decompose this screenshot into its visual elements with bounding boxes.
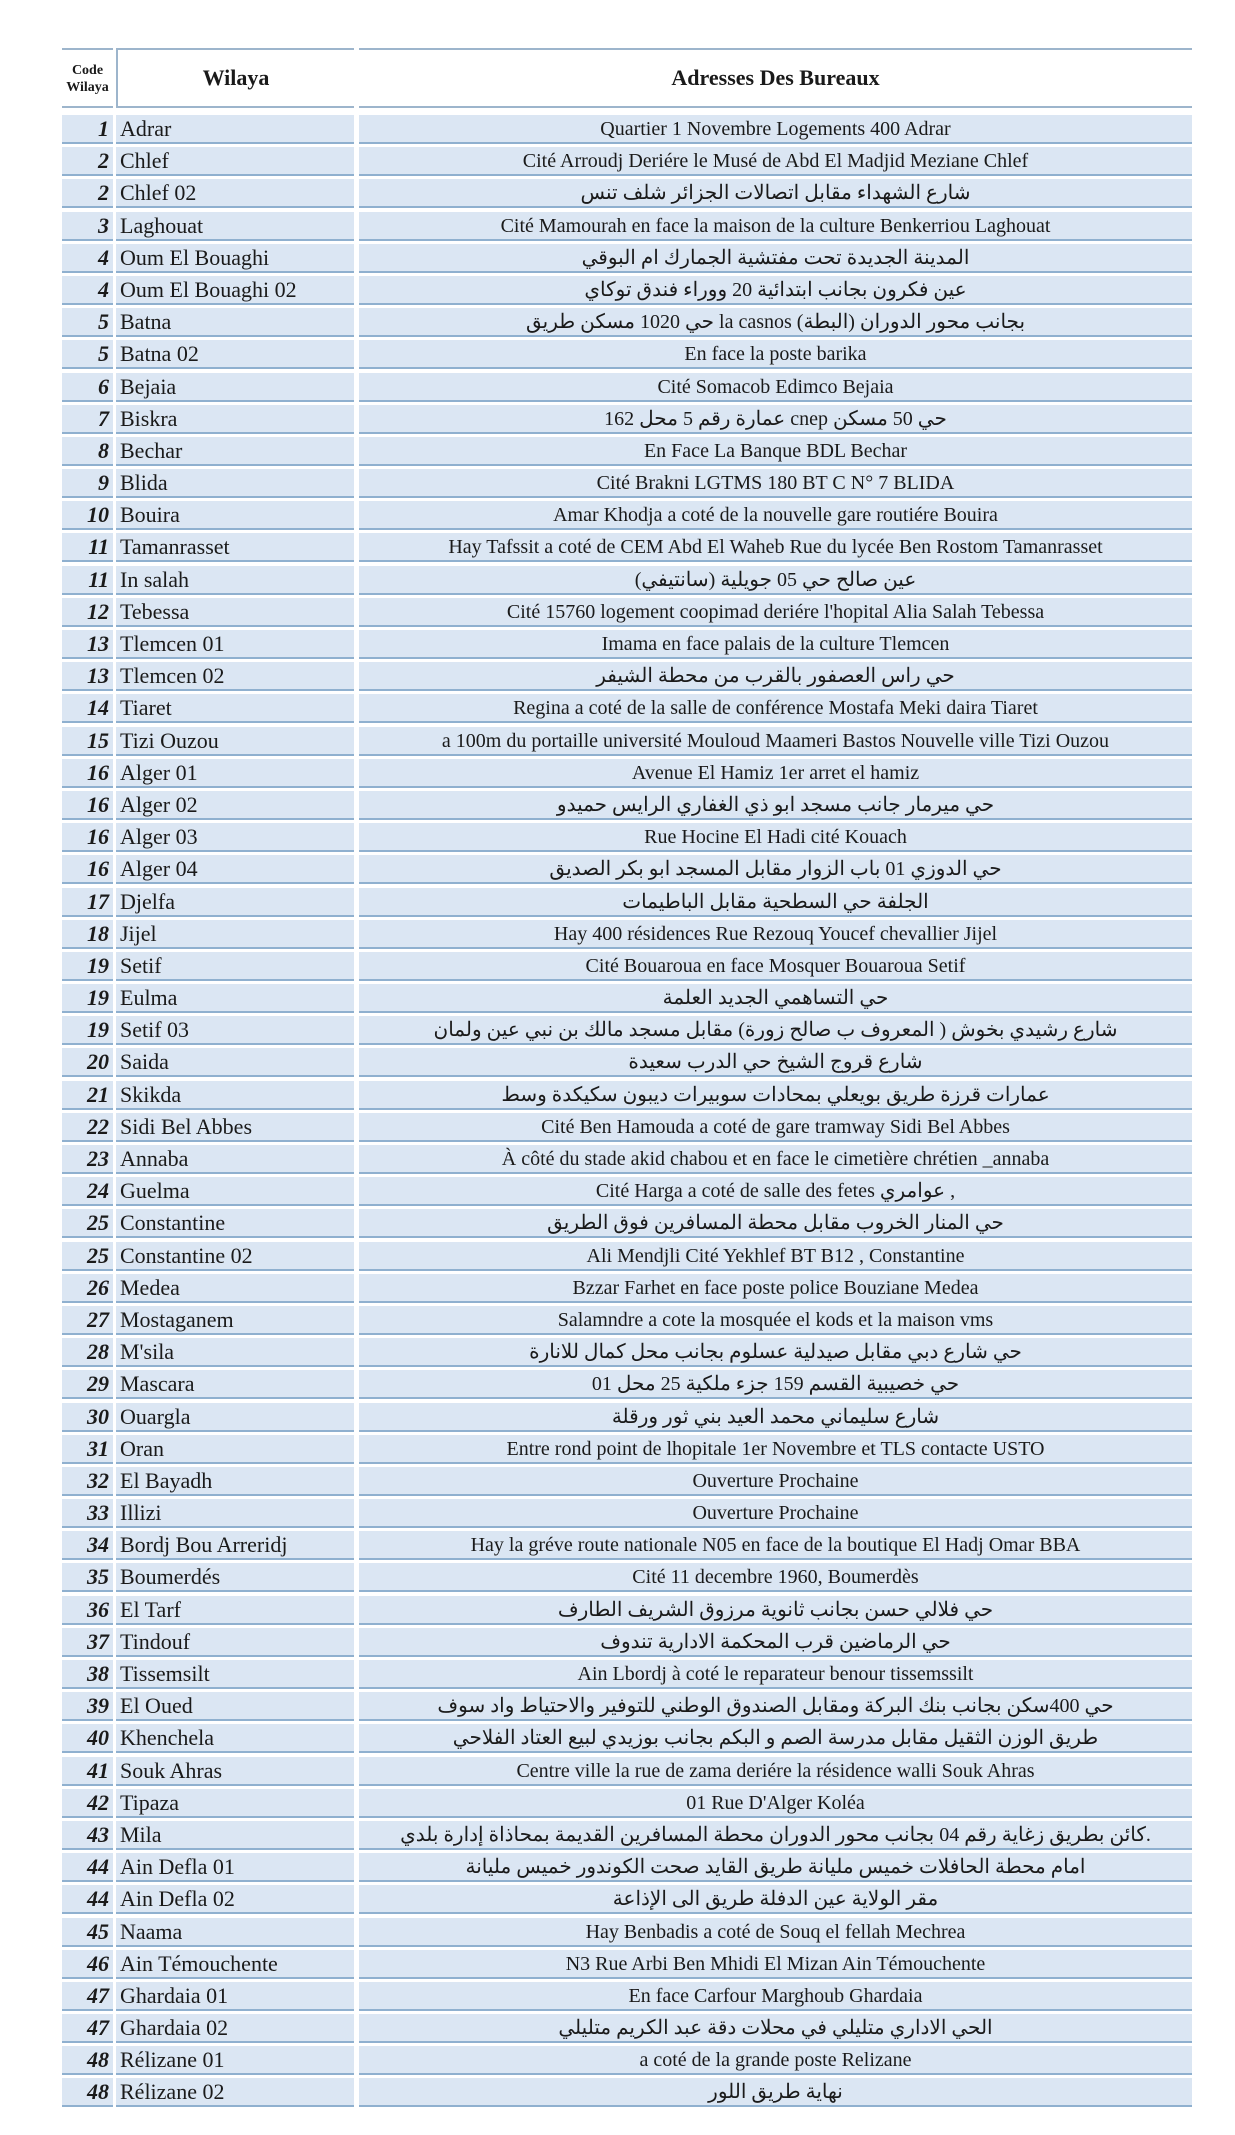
row-wilaya: Oran (116, 1435, 354, 1464)
table-row (62, 1466, 1192, 1498)
row-address: المدينة الجديدة تحت مفتشية الجمارك ام البوقي (359, 244, 1192, 273)
row-wilaya: Djelfa (116, 888, 354, 917)
row-address: الجلفة حي السطحية مقابل الباطيمات (359, 888, 1192, 917)
row-code: 47 (62, 2014, 113, 2043)
table-row (62, 2045, 1192, 2077)
row-address: كائن بطريق زغاية رقم 04 بجانب محور الدوران محطة المسافرين القديمة بمحاذاة إدارة بلدي. (359, 1821, 1192, 1850)
row-code: 7 (62, 405, 113, 434)
row-wilaya: Alger 02 (116, 791, 354, 820)
row-wilaya: Tlemcen 01 (116, 630, 354, 659)
row-code: 18 (62, 920, 113, 949)
row-address: نهاية طريق اللور (359, 2078, 1192, 2107)
table-row (62, 1241, 1192, 1273)
row-wilaya: Souk Ahras (116, 1757, 354, 1786)
row-wilaya: Alger 04 (116, 855, 354, 884)
row-address: Cité Somacob Edimco Bejaia (359, 373, 1192, 402)
row-code: 2 (62, 179, 113, 208)
row-code: 16 (62, 855, 113, 884)
row-address: عين فكرون بجانب ابتدائية 20 ووراء فندق توكاي (359, 276, 1192, 305)
row-code: 22 (62, 1113, 113, 1142)
table-row (62, 565, 1192, 597)
row-wilaya: Sidi Bel Abbes (116, 1113, 354, 1142)
row-address: Quartier 1 Novembre Logements 400 Adrar (359, 115, 1192, 144)
row-address: Centre ville la rue de zama deriére la résidence walli Souk Ahras (359, 1757, 1192, 1786)
table-row (62, 1015, 1192, 1047)
row-wilaya: Tizi Ouzou (116, 727, 354, 756)
row-address: Cité Brakni LGTMS 180 BT C N° 7 BLIDA (359, 469, 1192, 498)
row-code: 13 (62, 662, 113, 691)
row-code: 19 (62, 1016, 113, 1045)
row-wilaya: Ghardaia 02 (116, 2014, 354, 2043)
row-code: 43 (62, 1821, 113, 1850)
row-code: 13 (62, 630, 113, 659)
table-row (62, 693, 1192, 725)
row-wilaya: Batna 02 (116, 340, 354, 369)
row-address: Hay Tafssit a coté de CEM Abd El Waheb Rue du lycée Ben Rostom Tamanrasset (359, 533, 1192, 562)
row-wilaya: Medea (116, 1274, 354, 1303)
table-row (62, 661, 1192, 693)
row-code: 40 (62, 1724, 113, 1753)
row-address: Cité Mamourah en face la maison de la culture Benkerriou Laghouat (359, 212, 1192, 241)
row-wilaya: Tipaza (116, 1789, 354, 1818)
row-code: 6 (62, 373, 113, 402)
row-address: طريق الوزن الثقيل مقابل مدرسة الصم و البكم بجانب بوزيدي لبيع العتاد الفلاحي (359, 1724, 1192, 1753)
row-wilaya: El Bayadh (116, 1467, 354, 1496)
row-wilaya: Tiaret (116, 694, 354, 723)
row-wilaya: Boumerdés (116, 1563, 354, 1592)
row-code: 30 (62, 1403, 113, 1432)
row-address: حي خصيبية القسم 159 جزء ملكية 25 محل 01 (359, 1370, 1192, 1399)
row-address: حي ميرمار جانب مسجد ابو ذي الغفاري الرايس حميدو (359, 791, 1192, 820)
row-wilaya: Biskra (116, 405, 354, 434)
row-wilaya: Ain Defla 02 (116, 1885, 354, 1914)
row-wilaya: Annaba (116, 1145, 354, 1174)
row-address: شارع سليماني محمد العيد بني ثور ورقلة (359, 1403, 1192, 1432)
row-code: 15 (62, 727, 113, 756)
table-header (62, 44, 1192, 114)
row-code: 12 (62, 598, 113, 627)
row-address: En Face La Banque BDL Bechar (359, 437, 1192, 466)
row-address: حي 400سكن بجانب بنك البركة ومقابل الصندوق الوطني للتوفير والاحتياط واد سوف (359, 1692, 1192, 1721)
row-code: 5 (62, 308, 113, 337)
row-code: 29 (62, 1370, 113, 1399)
row-wilaya: Bechar (116, 437, 354, 466)
row-code: 3 (62, 212, 113, 241)
row-wilaya: Tebessa (116, 598, 354, 627)
row-address: عمارات قرزة طريق بويعلي بمحادات سوبيرات ديبون سكيكدة وسط (359, 1081, 1192, 1110)
table-row (62, 1820, 1192, 1852)
row-wilaya: Constantine (116, 1209, 354, 1238)
row-wilaya: Skikda (116, 1081, 354, 1110)
table-row (62, 404, 1192, 436)
table-row (62, 532, 1192, 564)
row-address: حي 1020 مسكن طريق la casnos بجانب محور الدوران (البطة) (359, 308, 1192, 337)
table-row (62, 983, 1192, 1015)
table-row (62, 1144, 1192, 1176)
table-row (62, 1208, 1192, 1240)
row-wilaya: Mila (116, 1821, 354, 1850)
row-wilaya: Setif 03 (116, 1016, 354, 1045)
row-wilaya: Eulma (116, 984, 354, 1013)
row-wilaya: Illizi (116, 1499, 354, 1528)
table-row (62, 114, 1192, 146)
row-wilaya: Naama (116, 1918, 354, 1947)
row-code: 26 (62, 1274, 113, 1303)
table-row (62, 1337, 1192, 1369)
row-wilaya: Ouargla (116, 1403, 354, 1432)
table-row (62, 1498, 1192, 1530)
row-wilaya: Alger 01 (116, 759, 354, 788)
row-wilaya: Saida (116, 1048, 354, 1077)
row-wilaya: Jijel (116, 920, 354, 949)
row-address: Ali Mendjli Cité Yekhlef BT B12 , Constantine (359, 1242, 1192, 1271)
row-wilaya: Bejaia (116, 373, 354, 402)
table-row (62, 1981, 1192, 2013)
row-code: 36 (62, 1596, 113, 1625)
row-address: Ouverture Prochaine (359, 1499, 1192, 1528)
row-address: Cité Bouaroua en face Mosquer Bouaroua Setif (359, 952, 1192, 981)
row-address: عين صالح حي 05 جويلية (سانتيفي) (359, 566, 1192, 595)
row-code: 14 (62, 694, 113, 723)
row-wilaya: Ghardaia 01 (116, 1982, 354, 2011)
header-code-wilaya: Code Wilaya (62, 48, 113, 108)
row-code: 25 (62, 1209, 113, 1238)
row-code: 11 (62, 566, 113, 595)
row-wilaya: Bordj Bou Arreridj (116, 1531, 354, 1560)
table-row (62, 211, 1192, 243)
row-address: شارع الشهداء مقابل اتصالات الجزائر شلف تنس (359, 179, 1192, 208)
table-row (62, 2013, 1192, 2045)
table-row (62, 1530, 1192, 1562)
row-code: 10 (62, 501, 113, 530)
row-address: الحي الاداري متليلي في محلات دقة عبد الكريم متليلي (359, 2014, 1192, 2043)
table-row (62, 1659, 1192, 1691)
table-row (62, 726, 1192, 758)
table-row (62, 597, 1192, 629)
table-row (62, 1562, 1192, 1594)
row-wilaya: Alger 03 (116, 823, 354, 852)
row-code: 16 (62, 823, 113, 852)
row-code: 1 (62, 115, 113, 144)
row-code: 37 (62, 1628, 113, 1657)
row-address: امام محطة الحافلات خميس مليانة طريق القايد صحت الكوندور خميس مليانة (359, 1853, 1192, 1882)
row-address: Hay 400 résidences Rue Rezouq Youcef chevallier Jijel (359, 920, 1192, 949)
row-address: Cité Arroudj Deriére le Musé de Abd El Madjid Meziane Chlef (359, 147, 1192, 176)
row-address: مقر الولاية عين الدفلة طريق الى الإذاعة (359, 1885, 1192, 1914)
row-address: En face Carfour Marghoub Ghardaia (359, 1982, 1192, 2011)
table-row (62, 307, 1192, 339)
row-wilaya: Ain Defla 01 (116, 1853, 354, 1882)
row-address: Ain Lbordj à coté le reparateur benour tissemssilt (359, 1660, 1192, 1689)
row-wilaya: Laghouat (116, 212, 354, 241)
row-code: 31 (62, 1435, 113, 1464)
table-row (62, 1691, 1192, 1723)
table-body (62, 114, 1192, 2110)
row-wilaya: Tindouf (116, 1628, 354, 1657)
row-code: 24 (62, 1177, 113, 1206)
row-code: 39 (62, 1692, 113, 1721)
table-row (62, 339, 1192, 371)
row-address: Imama en face palais de la culture Tlemcen (359, 630, 1192, 659)
row-code: 34 (62, 1531, 113, 1560)
table-row (62, 178, 1192, 210)
row-address: Cité 11 decembre 1960, Boumerdès (359, 1563, 1192, 1592)
row-wilaya: Tissemsilt (116, 1660, 354, 1689)
row-wilaya: Setif (116, 952, 354, 981)
row-address: Bzzar Farhet en face poste police Bouziane Medea (359, 1274, 1192, 1303)
row-address: Cité Harga a coté de salle des fetes عوامري , (359, 1177, 1192, 1206)
row-address: حي الدوزي 01 باب الزوار مقابل المسجد ابو بكر الصديق (359, 855, 1192, 884)
row-wilaya: M'sila (116, 1338, 354, 1367)
row-code: 9 (62, 469, 113, 498)
table-row (62, 1176, 1192, 1208)
row-code: 33 (62, 1499, 113, 1528)
row-wilaya: Oum El Bouaghi 02 (116, 276, 354, 305)
table-row (62, 372, 1192, 404)
row-address: حي التساهمي الجديد العلمة (359, 984, 1192, 1013)
row-address: À côté du stade akid chabou et en face le cimetière chrétien _annaba (359, 1145, 1192, 1174)
row-address: Cité 15760 logement coopimad deriére l'hopital Alia Salah Tebessa (359, 598, 1192, 627)
table-row (62, 146, 1192, 178)
row-address: Hay la gréve route nationale N05 en face de la boutique El Hadj Omar BBA (359, 1531, 1192, 1560)
row-address: حي راس العصفور بالقرب من محطة الشيفر (359, 662, 1192, 691)
row-code: 19 (62, 952, 113, 981)
header-addresses: Adresses Des Bureaux (359, 48, 1192, 108)
row-code: 20 (62, 1048, 113, 1077)
row-wilaya: Guelma (116, 1177, 354, 1206)
row-code: 2 (62, 147, 113, 176)
row-address: Hay Benbadis a coté de Souq el fellah Mechrea (359, 1918, 1192, 1947)
row-code: 25 (62, 1242, 113, 1271)
row-address: حي شارع دبي مقابل صيدلية عسلوم بجانب محل كمال للانارة (359, 1338, 1192, 1367)
row-address: عمارة رقم 5 محل 162 cnep حي 50 مسكن (359, 405, 1192, 434)
row-wilaya: Batna (116, 308, 354, 337)
table-row (62, 436, 1192, 468)
table-row (62, 1723, 1192, 1755)
table-row (62, 275, 1192, 307)
table-row (62, 1756, 1192, 1788)
row-wilaya: El Oued (116, 1692, 354, 1721)
row-code: 11 (62, 533, 113, 562)
row-code: 23 (62, 1145, 113, 1174)
row-code: 19 (62, 984, 113, 1013)
row-wilaya: Mostaganem (116, 1306, 354, 1335)
row-address: شارع قروج الشيخ حي الدرب سعيدة (359, 1048, 1192, 1077)
row-code: 44 (62, 1885, 113, 1914)
row-code: 16 (62, 759, 113, 788)
table-row (62, 1852, 1192, 1884)
table-row (62, 1112, 1192, 1144)
table-row (62, 1884, 1192, 1916)
row-wilaya: Constantine 02 (116, 1242, 354, 1271)
row-wilaya: Tlemcen 02 (116, 662, 354, 691)
row-wilaya: Blida (116, 469, 354, 498)
row-code: 46 (62, 1950, 113, 1979)
table-row (62, 1369, 1192, 1401)
row-code: 21 (62, 1081, 113, 1110)
row-address: Rue Hocine El Hadi cité Kouach (359, 823, 1192, 852)
row-code: 48 (62, 2078, 113, 2107)
table-row (62, 1273, 1192, 1305)
row-wilaya: Ain Témouchente (116, 1950, 354, 1979)
row-code: 5 (62, 340, 113, 369)
row-code: 32 (62, 1467, 113, 1496)
table-row (62, 500, 1192, 532)
table-row (62, 1949, 1192, 1981)
table-row (62, 1047, 1192, 1079)
table-row (62, 854, 1192, 886)
row-wilaya: Oum El Bouaghi (116, 244, 354, 273)
row-address: حي فلالي حسن بجانب ثانوية مرزوق الشريف الطارف (359, 1596, 1192, 1625)
row-address: Avenue El Hamiz 1er arret el hamiz (359, 759, 1192, 788)
row-wilaya: Rélizane 02 (116, 2078, 354, 2107)
row-code: 42 (62, 1789, 113, 1818)
row-code: 41 (62, 1757, 113, 1786)
table-row (62, 629, 1192, 661)
row-address: Salamndre a cote la mosquée el kods et la maison vms (359, 1306, 1192, 1335)
row-code: 16 (62, 791, 113, 820)
table-row (62, 951, 1192, 983)
row-address: حي المنار الخروب مقابل محطة المسافرين فوق الطريق (359, 1209, 1192, 1238)
table-row (62, 887, 1192, 919)
table-row (62, 919, 1192, 951)
offices-table (62, 44, 1192, 2105)
row-address: Cité Ben Hamouda a coté de gare tramway Sidi Bel Abbes (359, 1113, 1192, 1142)
table-row (62, 1080, 1192, 1112)
row-address: Regina a coté de la salle de conférence Mostafa Meki daira Tiaret (359, 694, 1192, 723)
row-wilaya: In salah (116, 566, 354, 595)
row-address: a 100m du portaille université Mouloud Maameri Bastos Nouvelle ville Tizi Ouzou (359, 727, 1192, 756)
row-code: 35 (62, 1563, 113, 1592)
row-code: 17 (62, 888, 113, 917)
row-wilaya: Khenchela (116, 1724, 354, 1753)
row-address: En face la poste barika (359, 340, 1192, 369)
table-row (62, 1595, 1192, 1627)
table-row (62, 822, 1192, 854)
row-code: 48 (62, 2046, 113, 2075)
header-wilaya: Wilaya (116, 48, 354, 108)
table-row (62, 243, 1192, 275)
row-code: 8 (62, 437, 113, 466)
row-address: Amar Khodja a coté de la nouvelle gare routiére Bouira (359, 501, 1192, 530)
table-row (62, 2077, 1192, 2109)
row-code: 38 (62, 1660, 113, 1689)
row-address: شارع رشيدي بخوش ( المعروف ب صالح زورة) مقابل مسجد مالك بن نبي عين ولمان (359, 1016, 1192, 1045)
table-row (62, 1627, 1192, 1659)
row-address: 01 Rue D'Alger Koléa (359, 1789, 1192, 1818)
row-code: 4 (62, 276, 113, 305)
table-row (62, 1305, 1192, 1337)
row-address: حي الرماضين قرب المحكمة الادارية تندوف (359, 1628, 1192, 1657)
row-wilaya: El Tarf (116, 1596, 354, 1625)
row-code: 44 (62, 1853, 113, 1882)
table-row (62, 758, 1192, 790)
row-wilaya: Rélizane 01 (116, 2046, 354, 2075)
table-row (62, 1917, 1192, 1949)
table-row (62, 1434, 1192, 1466)
row-address: Entre rond point de lhopitale 1er Novembre et TLS contacte USTO (359, 1435, 1192, 1464)
row-code: 47 (62, 1982, 113, 2011)
row-wilaya: Bouira (116, 501, 354, 530)
row-code: 45 (62, 1918, 113, 1947)
row-wilaya: Chlef (116, 147, 354, 176)
row-wilaya: Adrar (116, 115, 354, 144)
row-wilaya: Chlef 02 (116, 179, 354, 208)
table-row (62, 468, 1192, 500)
table-row (62, 1788, 1192, 1820)
row-wilaya: Tamanrasset (116, 533, 354, 562)
row-address: a coté de la grande poste Relizane (359, 2046, 1192, 2075)
row-code: 28 (62, 1338, 113, 1367)
row-code: 4 (62, 244, 113, 273)
table-row (62, 790, 1192, 822)
row-address: Ouverture Prochaine (359, 1467, 1192, 1496)
row-wilaya: Mascara (116, 1370, 354, 1399)
table-row (62, 1402, 1192, 1434)
row-code: 27 (62, 1306, 113, 1335)
row-address: N3 Rue Arbi Ben Mhidi El Mizan Ain Témouchente (359, 1950, 1192, 1979)
